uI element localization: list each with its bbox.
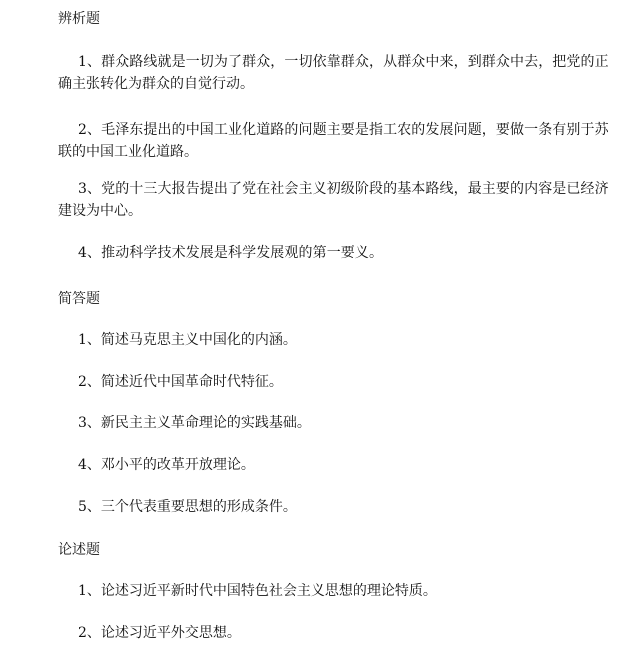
analysis-item-3-line-1: 3、党的十三大报告提出了党在社会主义初级阶段的基本路线，最主要的内容是已经济: [78, 181, 609, 197]
analysis-item-4: [58, 242, 603, 264]
analysis-item-3: [58, 178, 609, 222]
analysis-item-1-line-1: 1、群众路线就是一切为了群众，一切依靠群众，从群众中来，到群众中去，把党的正: [78, 54, 609, 70]
analysis-item-2-line-1: 2、毛泽东提出的中国工业化道路的问题主要是指工农的发展问题，要做一条有别于苏: [78, 122, 609, 138]
short-answer-item-3: 3、新民主主义革命理论的实践基础。: [78, 415, 311, 431]
section-title-analysis: 辨析题: [58, 11, 100, 27]
essay-item-2: 2、论述习近平外交思想。: [78, 625, 241, 641]
section-title-essay: 论述题: [58, 542, 100, 558]
section-title-short-answer: 简答题: [58, 291, 100, 307]
short-answer-item-4: 4、邓小平的改革开放理论。: [78, 457, 255, 473]
short-answer-item-5: 5、三个代表重要思想的形成条件。: [78, 499, 297, 515]
analysis-item-4-line-1: 4、推动科学技术发展是科学发展观的第一要义。: [78, 245, 384, 261]
analysis-item-2-line-2: 联的中国工业化道路。: [58, 144, 198, 160]
short-answer-item-1: 1、简述马克思主义中国化的内涵。: [78, 332, 297, 348]
short-answer-item-2: 2、简述近代中国革命时代特征。: [78, 374, 283, 390]
essay-item-1: 1、论述习近平新时代中国特色社会主义思想的理论特质。: [78, 583, 437, 599]
analysis-item-3-line-2: 建设为中心。: [58, 203, 142, 219]
analysis-item-1: [58, 51, 609, 95]
analysis-item-1-line-2: 确主张转化为群众的自觉行动。: [58, 76, 254, 92]
analysis-item-2: [58, 119, 609, 163]
